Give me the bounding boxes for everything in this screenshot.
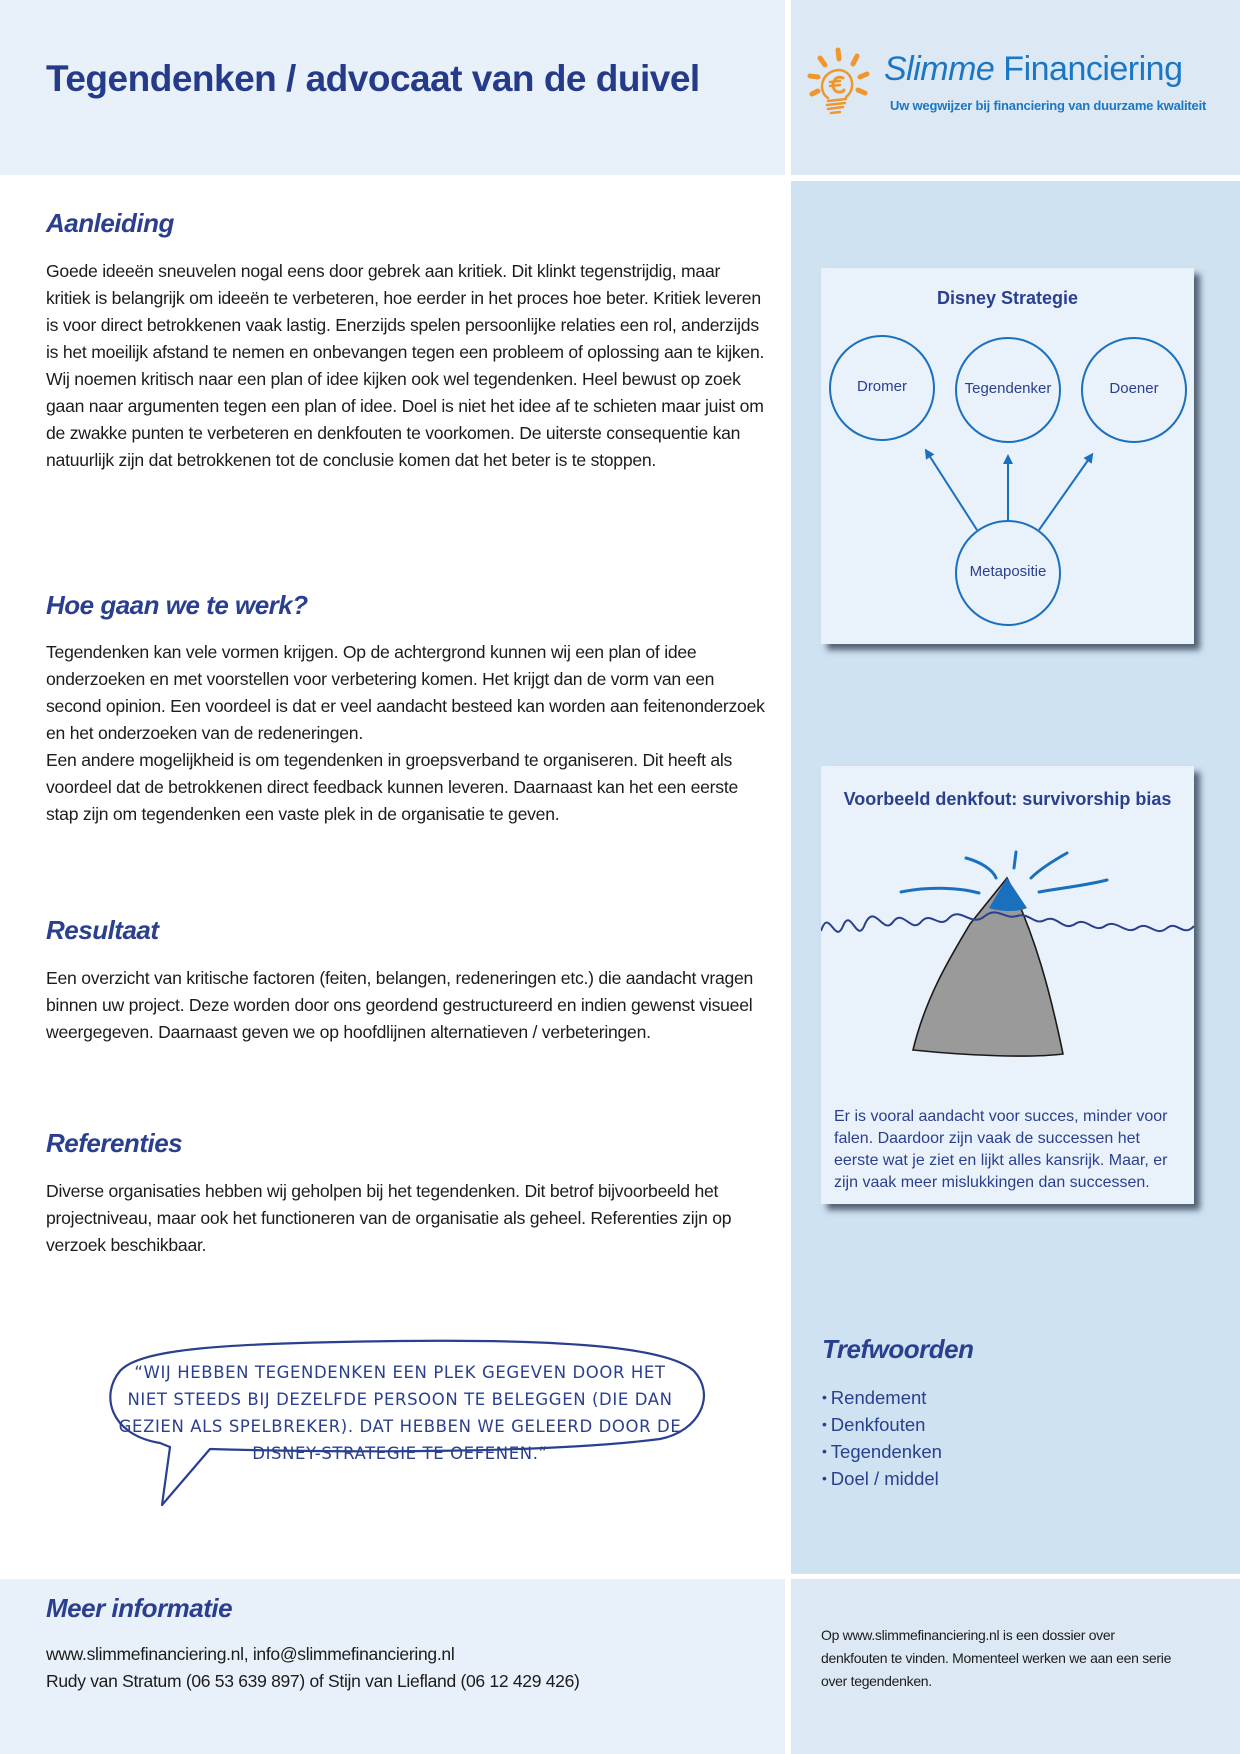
keyword-item: • Denkfouten bbox=[822, 1411, 942, 1438]
disney-strategy-card bbox=[821, 268, 1194, 644]
node-label-tegendenker: Tegendenker bbox=[964, 380, 1052, 397]
customer-quote: “WIJ HEBBEN TEGENDENKEN EEN PLEK GEGEVEN DOOR HET NIET STEEDS BIJ DEZELFDE PERSOON TE BELEGGEN (DIE DAN GEZIEN ALS SPELBREKER). DAT HEBBEN WE GELEERD DOOR DE DISNEY-STRATEGIE TE OEFENEN.” bbox=[118, 1363, 682, 1463]
logo-name-regular: Financiering bbox=[1003, 50, 1183, 88]
paragraph: Een overzicht van kritische factoren (feiten, belangen, redeneringen etc.) die aandacht vragen binnen uw project. Deze worden door ons geordend gestructureerd en indien gewenst visueel weergegeven. Daarnaast geven we op hoofdlijnen alternatieven / verbeteringen. bbox=[46, 968, 754, 1042]
keyword-item: • Doel / middel bbox=[822, 1465, 942, 1492]
survivorship-bias-card bbox=[821, 766, 1194, 1204]
section-heading-werkwijze: Hoe gaan we te werk? bbox=[46, 590, 308, 620]
bias-card-caption: Er is vooral aandacht voor succes, minder voor falen. Daardoor zijn vaak de successen het eerste wat je ziet en lijkt alles kansrijk. Maar, er zijn vaak meer mislukkingen dan successen. bbox=[834, 1108, 1168, 1191]
section-body-referenties bbox=[46, 1178, 766, 1259]
keyword-item: • Tegendenken bbox=[822, 1438, 942, 1465]
logo-tagline: Uw wegwijzer bij financiering van duurzame kwaliteit bbox=[890, 98, 1207, 113]
section-heading-aanleiding: Aanleiding bbox=[46, 208, 174, 238]
footer-contact-persons: Rudy van Stratum (06 53 639 897) of Stijn van Liefland (06 12 429 426) bbox=[46, 1671, 580, 1691]
logo-name bbox=[884, 50, 1183, 89]
section-body-aanleiding bbox=[46, 258, 766, 474]
paragraph: Wij noemen kritisch naar een plan of idee kijken ook wel tegendenken. Heel bewust op zoek gaan naar argumenten tegen een plan of idee. Doel is niet het idee af te schieten maar juist om de zwakke punten te verbeteren en denkfouten te voorkomen. De uiterste consequentie kan natuurlijk zijn dat betrokkenen tot de conclusie komen dat het beter is te stoppen. bbox=[46, 369, 764, 470]
paragraph: Een andere mogelijkheid is om tegendenken in groepsverband te organiseren. Dit heeft als voordeel dat de betrokkenen direct feedback kunnen leveren. Daarnaast kan het een eerste stap zijn om tegendenken een vaste plek in de organisatie te geven. bbox=[46, 750, 738, 824]
section-body-resultaat bbox=[46, 965, 766, 1046]
section-heading-referenties: Referenties bbox=[46, 1128, 183, 1158]
disney-card-title: Disney Strategie bbox=[936, 288, 1079, 308]
node-label-doener: Doener bbox=[1109, 380, 1159, 397]
section-heading-resultaat: Resultaat bbox=[46, 915, 159, 945]
paragraph: Tegendenken kan vele vormen krijgen. Op de achtergrond kunnen wij een plan of idee onderzoeken en met voorstellen voor verbetering komen. Het krijgt dan de vorm van een second opinion. Een voordeel is dat er veel aandacht besteed kan worden aan feitenonderzoek en het onderzoeken van de redeneringen. bbox=[46, 642, 765, 743]
footer-contact-web[interactable]: www.slimmefinanciering.nl, info@slimmefinanciering.nl bbox=[46, 1644, 455, 1664]
footer-heading: Meer informatie bbox=[46, 1593, 233, 1623]
node-label-dromer: Dromer bbox=[856, 378, 907, 395]
keywords-list bbox=[822, 1384, 942, 1492]
iceberg-illustration bbox=[821, 836, 1194, 1096]
footer-note: Op www.slimmefinanciering.nl is een dossier over denkfouten te vinden. Momenteel werken we aan een serie over tegendenken. bbox=[821, 1627, 1172, 1689]
page-title: Tegendenken / advocaat van de duivel bbox=[46, 58, 700, 99]
node-label-metapositie: Metapositie bbox=[969, 563, 1047, 580]
logo[interactable] bbox=[806, 44, 1226, 124]
keywords-heading: Trefwoorden bbox=[822, 1334, 974, 1364]
disney-diagram bbox=[821, 268, 1194, 644]
keyword-item: • Rendement bbox=[822, 1384, 942, 1411]
paragraph: Diverse organisaties hebben wij geholpen bij het tegendenken. Dit betrof bijvoorbeeld het projectniveau, maar ook het functioneren van de organisatie als geheel. Referenties zijn op verzoek beschikbaar. bbox=[46, 1181, 732, 1255]
lightbulb-euro-icon bbox=[806, 46, 880, 120]
bias-card-title: Voorbeeld denkfout: survivorship bias bbox=[843, 789, 1172, 809]
paragraph: Goede ideeën sneuvelen nogal eens door gebrek aan kritiek. Dit klinkt tegenstrijdig, maar kritiek is belangrijk om ideeën te verbeteren, hoe eerder in het proces hoe beter. Kritiek leveren is voor direct betrokkenen vaak lastig. Enerzijds spelen persoonlijke relaties een rol, anderzijds is het moeilijk afstand te nemen en onbevangen tegen een probleem of oplossing aan te kijken. bbox=[46, 261, 765, 362]
logo-name-italic: Slimme bbox=[884, 50, 995, 88]
section-body-werkwijze bbox=[46, 639, 766, 828]
